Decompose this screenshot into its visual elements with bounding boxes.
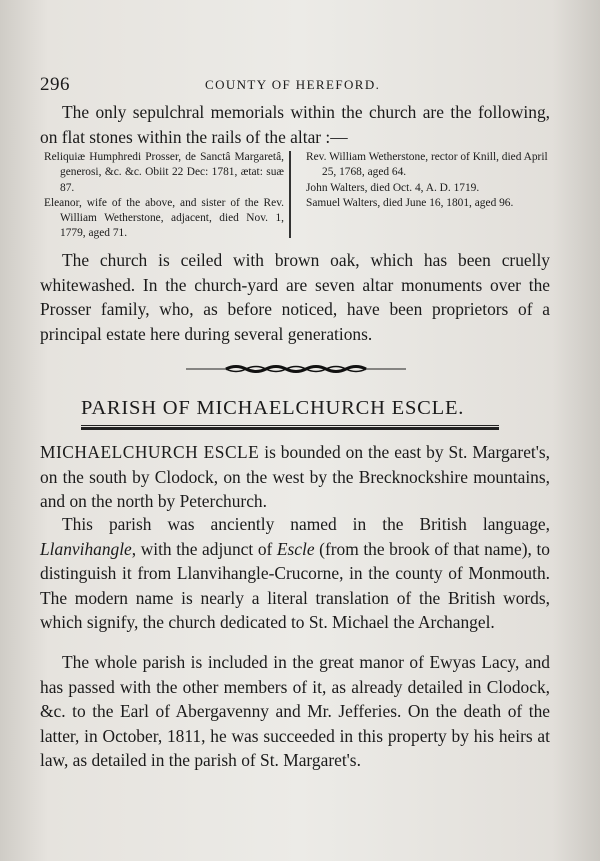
epitaph-entry: Eleanor, wife of the above, and sister of the Rev. William Wetherstone, adjacent, died Nov. 1, 1779, aged 71.: [44, 196, 284, 240]
paragraph-text: (from the brook of that name), to distinguish it from Llanvihangle-Crucorne, in the county of Monmouth. The modern name is nearly a literal translation of the British words, which signify, the church dedicated to St. Michael the Archangel.: [40, 538, 550, 632]
paragraph-church: The church is ceiled with brown oak, which has been cruelly whitewashed. In the church-yard are seven altar monuments over the Prosser family, who, as before noticed, have been proprietors of a principal estate here during several generations.: [40, 250, 550, 344]
epitaph-block: [40, 150, 552, 240]
epitaph-column-right: [306, 150, 552, 211]
italic-term: Escle: [276, 538, 315, 559]
epitaph-entry: Samuel Walters, died June 16, 1801, aged 96.: [306, 196, 514, 209]
column-divider: [289, 151, 291, 238]
epitaph-entry: Reliquiæ Humphredi Prosser, de Sanctâ Margaretâ, generosi, &c. &c. Obiit 22 Dec: 1781, ætat: suæ 87.: [44, 151, 284, 194]
ornamental-divider: [186, 362, 406, 376]
paragraph-text: , with the adjunct of: [131, 538, 277, 559]
epitaph-entry: Rev. William Wetherstone, rector of Knill, died April 25, 1768, aged 64.: [306, 151, 548, 179]
paragraph-text: This parish was anciently named in the British language,: [62, 514, 550, 534]
italic-term: Llanvihangle: [40, 538, 132, 559]
running-head: COUNTY OF HEREFORD.: [205, 77, 381, 92]
paragraph-memorials: The only sepulchral memorials within the church are the following, on flat stones within the rails of the altar :—: [40, 102, 550, 147]
epitaph-entry: John Walters, died Oct. 4, A. D. 1719.: [306, 181, 480, 194]
heading-double-rule: [81, 425, 499, 430]
paragraph-boundaries: [40, 440, 550, 514]
section-heading: PARISH OF MICHAELCHURCH ESCLE.: [81, 397, 465, 419]
paragraph-manor: The whole parish is included in the great manor of Ewyas Lacy, and has passed with the other members of it, as already detailed in Clodock, &c. to the Earl of Abergavenny and Mr. Jefferies. On the death of the latter, in October, 1811, he was succeeded in this property by his heirs at law, as detailed in the parish of St. Margaret's.: [40, 652, 550, 770]
paragraph-text: is bounded on the east by St. Margaret's, on the south by Clodock, on the west by the Brecknockshire mountains, and on the north by Peterchurch.: [40, 442, 550, 511]
parish-name-lead: MICHAELCHURCH ESCLE: [40, 442, 260, 462]
paragraph-name-origin: [40, 512, 550, 635]
epitaph-column-left: [44, 150, 284, 242]
page-number: 296: [40, 74, 70, 95]
